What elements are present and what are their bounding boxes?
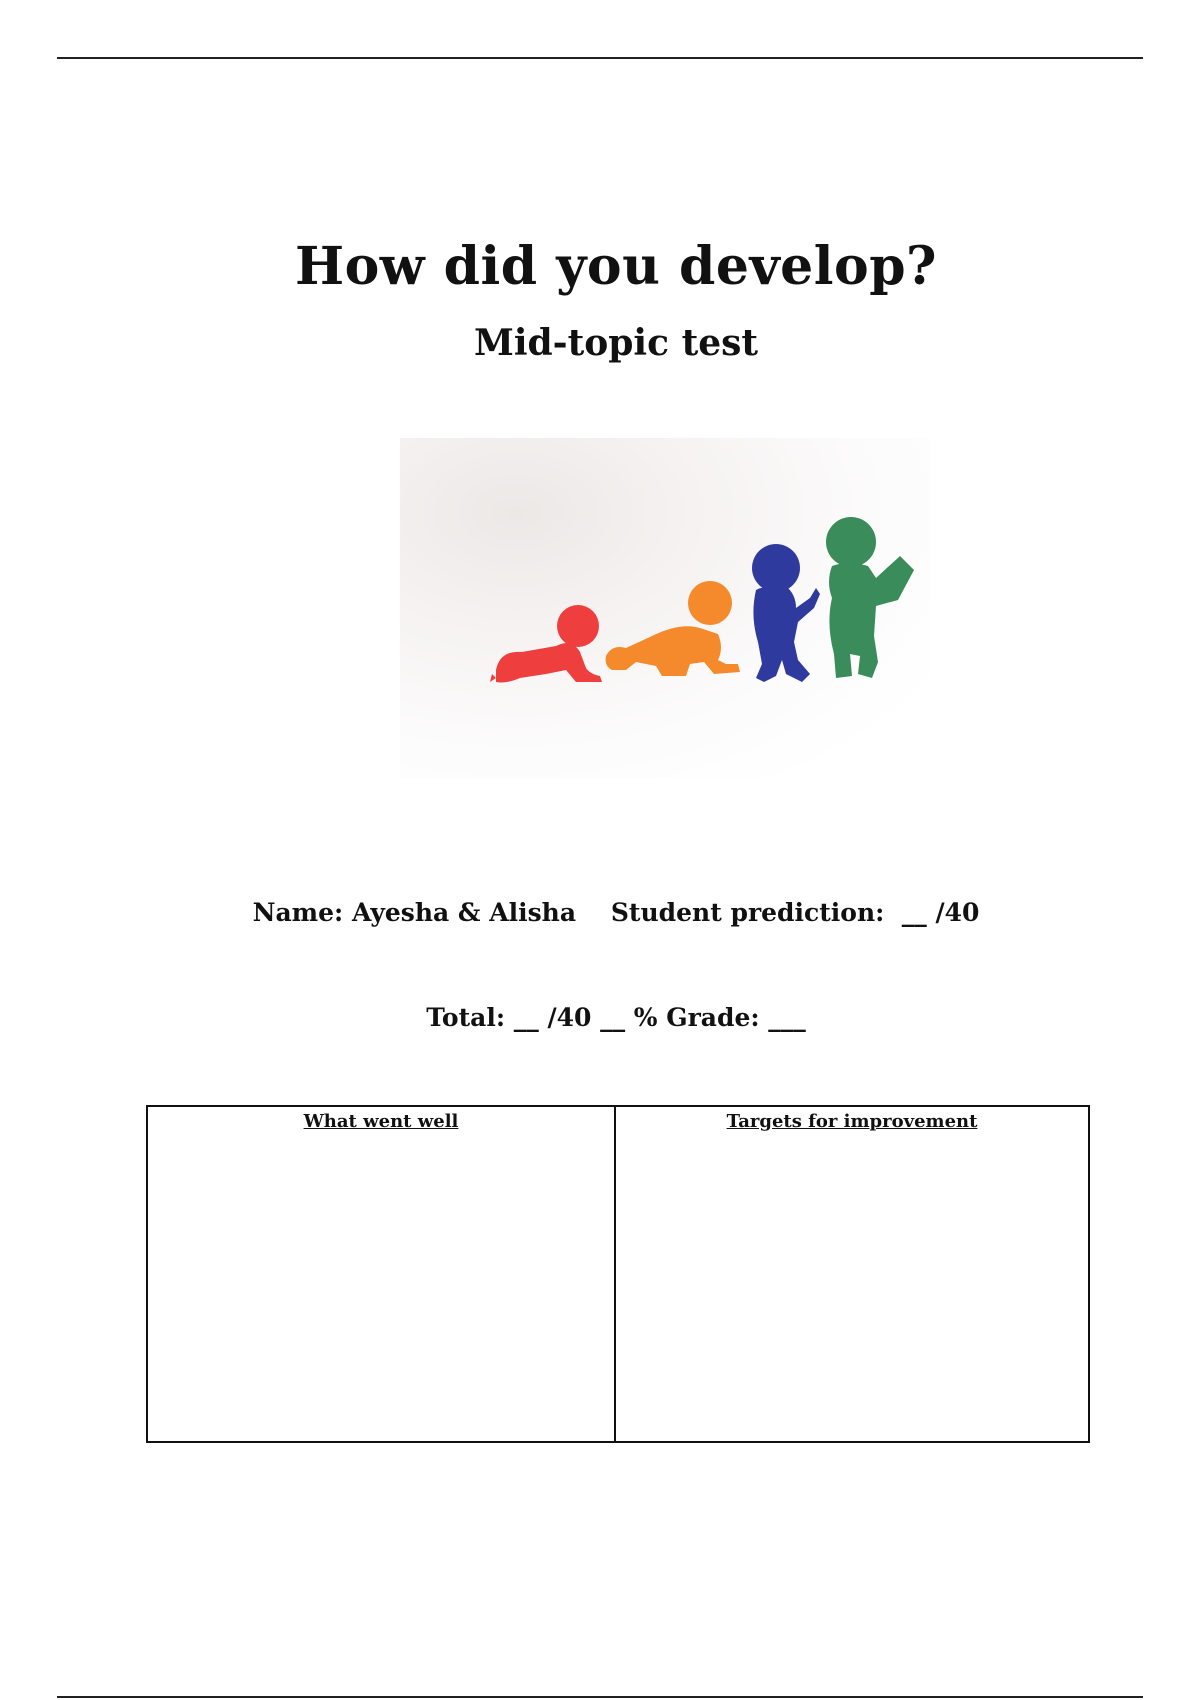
bottom-rule xyxy=(57,1696,1143,1698)
top-rule xyxy=(57,57,1143,59)
targets-for-improvement-header: Targets for improvement xyxy=(726,1111,978,1132)
student-name-label: Name: Ayesha & Alisha xyxy=(252,898,577,927)
crawling-baby-orange-icon xyxy=(606,581,740,676)
child-development-silhouettes-icon xyxy=(400,438,930,778)
child-development-image xyxy=(400,438,930,778)
toddler-blue-icon xyxy=(752,544,820,682)
what-went-well-cell[interactable] xyxy=(147,1106,615,1442)
page-title: How did you develop? xyxy=(294,236,938,297)
name-prediction-line xyxy=(0,898,1200,927)
crawling-baby-red-icon xyxy=(490,605,602,683)
student-prediction-label: Student prediction: __ /40 xyxy=(610,898,980,927)
feedback-table xyxy=(146,1105,1090,1443)
what-went-well-header: What went well xyxy=(303,1111,459,1132)
total-grade-line: Total: __ /40 __ % Grade: ___ xyxy=(426,1003,806,1032)
targets-for-improvement-cell[interactable] xyxy=(615,1106,1089,1442)
child-reading-green-icon xyxy=(826,517,914,678)
page-subtitle: Mid-topic test xyxy=(473,322,758,364)
